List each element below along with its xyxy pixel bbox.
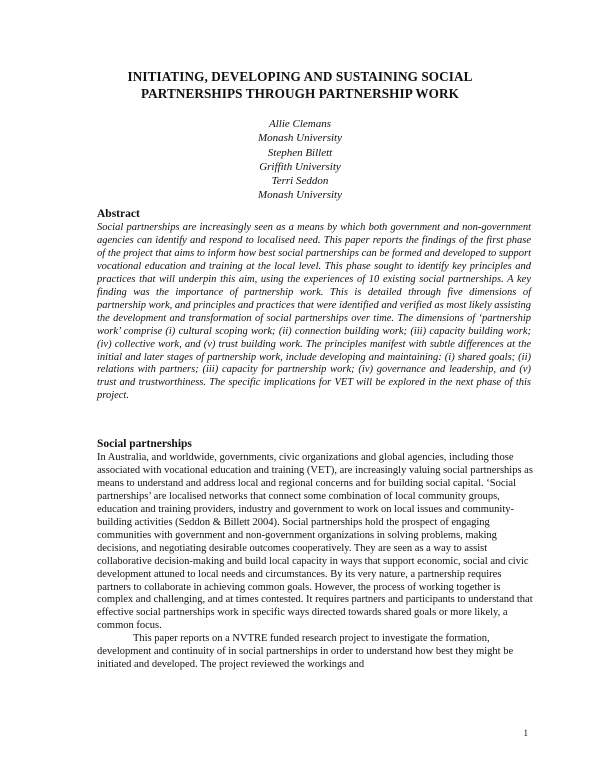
author-name: Stephen Billett bbox=[267, 146, 333, 159]
body-paragraph: In Australia, and worldwide, governments, civic organizations and global agencies, including those associated with vocational education and training (VET), are increasingly valuing social partnerships as means to understand and address local and regional concerns and for building social capital. ‘Social partnerships’ are localised networks that connect some combination of local community groups, education and training providers, industry and government to work on local issues and community-building activities (Seddon & Billett 2004). Social partnerships hold the prospect of engaging communities with government and non-government organizations in solving problems, making decisions, and negotiating desirable outcomes cooperatively. They are seen as a way to assist collaborative decision-making and build local capacity in ways that support economic, social and civic development attuned to local needs and circumstances. By its very nature, a partnership requires partners to collaborate in achieving common goals. However, the process of working together is complex and challenging, and at times contested. It requires partners and participants to understand that effective social partnerships work in specific ways directed towards shared goals or more likely, a common focus. bbox=[97, 452, 533, 632]
abstract-text: Social partnerships are increasingly seen as a means by which both government and non-government agencies can identify and respond to localised need. This paper reports the findings of the first phase of the project that aims to inform how best social partnerships can be formed and developed to support vocational education and training at the local level. This phase sought to identify key principles and practices that will underpin this aim, using the experiences of 10 existing social partnerships. A key finding was the importance of partnership work. This is detailed through five dimensions of partnership work, and principles and practices that were identified and verified as most likely assisting the development and transformation of social partnerships over time. The dimensions of ‘partnership work’ comprise (i) cultural scoping work; (ii) connection building work; (iii) capacity building work; (iv) collective work, and (v) trust building work. The principles manifest with subtle differences at the initial and later stages of partnership work, include developing and maintaining: (i) shared goals; (ii) relations with partners; (iii) capacity for partnership work; (iv) governance and leadership, and (v) trust and trustworthiness. The specific implications for VET will be explored in the next phase of this project. bbox=[97, 222, 531, 402]
abstract-heading: Abstract bbox=[97, 208, 140, 220]
section-body-social-partnerships bbox=[97, 452, 533, 672]
paper-title-line-2: PARTNERSHIPS THROUGH PARTNERSHIP WORK bbox=[141, 86, 459, 101]
author-affiliation: Griffith University bbox=[259, 160, 341, 173]
section-heading-social-partnerships: Social partnerships bbox=[97, 438, 192, 450]
author-affiliation: Monash University bbox=[257, 132, 342, 145]
body-paragraph: This paper reports on a NVTRE funded research project to investigate the formation, development and continuity of in social partnerships in order to understand how best they might be initiated and developed. The project reviewed the workings and bbox=[97, 633, 514, 671]
paper-title-line-1: INITIATING, DEVELOPING AND SUSTAINING SOCIAL bbox=[127, 69, 473, 84]
page-number: 1 bbox=[523, 728, 528, 738]
author-name: Allie Clemans bbox=[268, 118, 332, 130]
author-block bbox=[150, 117, 450, 203]
paper-title bbox=[80, 68, 520, 102]
author-affiliation: Monash University bbox=[257, 189, 342, 202]
author-name: Terri Seddon bbox=[271, 175, 329, 188]
